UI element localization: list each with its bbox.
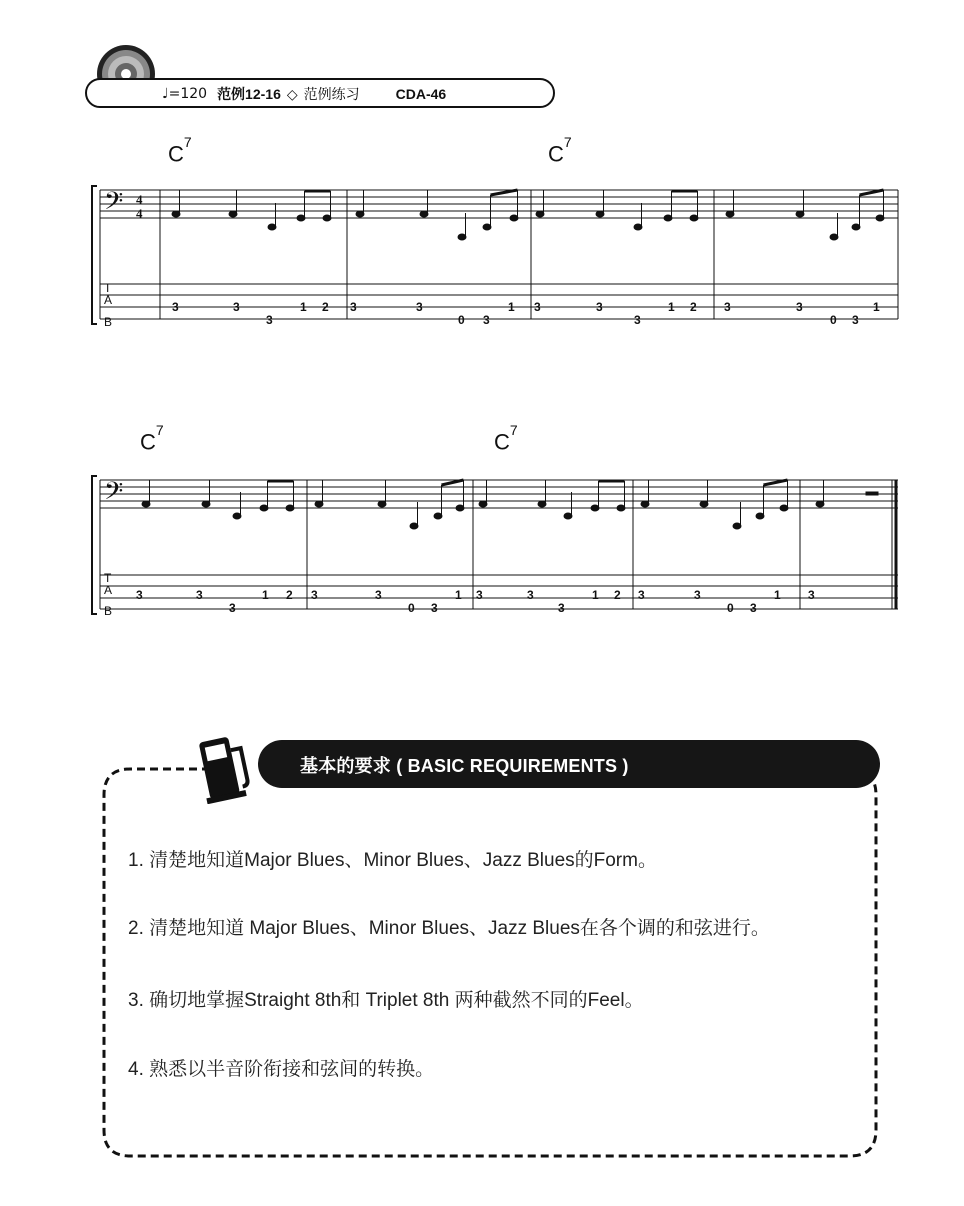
- svg-text:A: A: [104, 293, 113, 307]
- requirements-title: 基本的要求 ( BASIC REQUIREMENTS ): [300, 756, 629, 776]
- svg-text:2: 2: [690, 300, 697, 314]
- svg-text:2: 2: [614, 588, 621, 602]
- svg-text:3: 3: [638, 588, 645, 602]
- svg-text:B: B: [104, 604, 113, 618]
- svg-text:0: 0: [408, 601, 415, 615]
- svg-text:4: 4: [136, 192, 143, 207]
- svg-text:3: 3: [229, 601, 236, 615]
- svg-text:3: 3: [796, 300, 803, 314]
- svg-text:3: 3: [808, 588, 815, 602]
- svg-text:3: 3: [311, 588, 318, 602]
- bass-clef-icon: 𝄢: [104, 477, 124, 512]
- diamond-separator-icon: ◇: [286, 85, 298, 102]
- svg-text:0: 0: [458, 313, 465, 327]
- svg-text:3: 3: [852, 313, 859, 327]
- requirement-item-2: 2. 清楚地知道 Major Blues、Minor Blues、Jazz Blues在各个调的和弦进行。: [128, 918, 770, 939]
- svg-text:1: 1: [668, 300, 675, 314]
- fuel-pump-icon: [196, 728, 252, 804]
- svg-text:3: 3: [534, 300, 541, 314]
- svg-text:3: 3: [724, 300, 731, 314]
- svg-text:1: 1: [508, 300, 515, 314]
- svg-text:3: 3: [483, 313, 490, 327]
- svg-text:3: 3: [750, 601, 757, 615]
- svg-text:3: 3: [527, 588, 534, 602]
- svg-text:3: 3: [694, 588, 701, 602]
- requirements-box: [100, 765, 880, 1160]
- chord-symbol: $C^7$: [168, 134, 192, 167]
- svg-text:1: 1: [873, 300, 880, 314]
- requirement-item-1: 1. 清楚地知道Major Blues、Minor Blues、Jazz Blues的Form。: [128, 850, 657, 871]
- svg-text:3: 3: [476, 588, 483, 602]
- example-header: [162, 84, 446, 104]
- svg-text:0: 0: [727, 601, 734, 615]
- requirement-item-4: 4. 熟悉以半音阶衔接和弦间的转换。: [128, 1059, 435, 1080]
- svg-text:T: T: [104, 281, 112, 295]
- svg-text:3: 3: [136, 588, 143, 602]
- cd-track-code: CDA-46: [395, 86, 447, 102]
- svg-text:3: 3: [634, 313, 641, 327]
- tempo-marking: ♩=120: [162, 86, 208, 102]
- svg-text:A: A: [104, 583, 113, 597]
- svg-text:1: 1: [300, 300, 307, 314]
- practice-label: 范例练习: [303, 86, 360, 102]
- svg-text:1: 1: [455, 588, 462, 602]
- svg-text:1: 1: [262, 588, 269, 602]
- svg-text:3: 3: [416, 300, 423, 314]
- requirement-item-3: 3. 确切地掌握Straight 8th和 Triplet 8th 两种截然不同的Feel。: [128, 990, 644, 1011]
- example-number: 范例12-16: [217, 86, 281, 102]
- svg-text:B: B: [104, 315, 113, 329]
- svg-text:0: 0: [830, 313, 837, 327]
- svg-text:4: 4: [136, 206, 143, 221]
- chord-symbol: $C^7$: [140, 422, 164, 455]
- svg-text:T: T: [104, 571, 112, 585]
- svg-text:3: 3: [233, 300, 240, 314]
- svg-text:1: 1: [774, 588, 781, 602]
- svg-text:3: 3: [375, 588, 382, 602]
- svg-text:3: 3: [350, 300, 357, 314]
- svg-text:2: 2: [286, 588, 293, 602]
- svg-text:3: 3: [558, 601, 565, 615]
- svg-text:3: 3: [266, 313, 273, 327]
- svg-text:2: 2: [322, 300, 329, 314]
- svg-text:3: 3: [196, 588, 203, 602]
- svg-text:3: 3: [431, 601, 438, 615]
- svg-text:3: 3: [596, 300, 603, 314]
- svg-text:3: 3: [172, 300, 179, 314]
- chord-symbol: $C^7$: [548, 134, 572, 167]
- svg-text:1: 1: [592, 588, 599, 602]
- bass-clef-icon: 𝄢: [104, 187, 124, 222]
- chord-symbol: $C^7$: [494, 422, 518, 455]
